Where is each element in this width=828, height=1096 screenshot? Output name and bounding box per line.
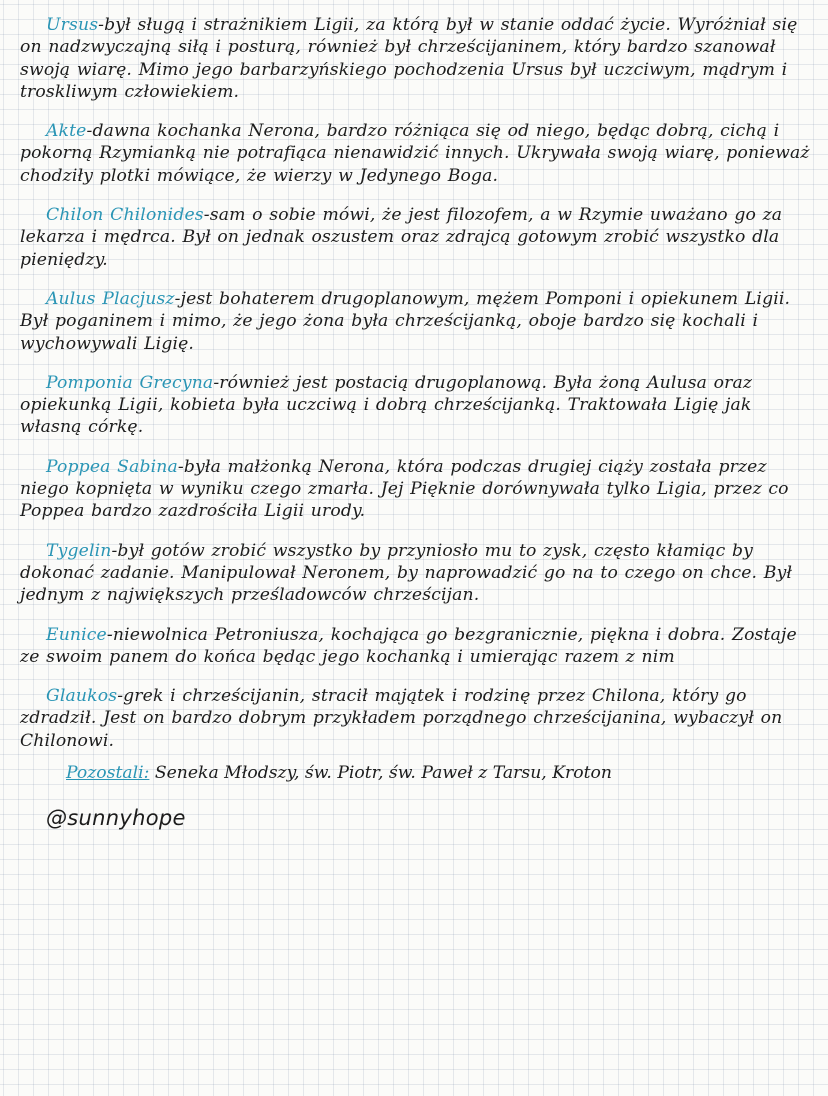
character-description: -jest bohaterem drugoplanowym, mężem Pomponi i opiekunem Ligii. Był poganinem i mimo, że jego żona była chrześcijanką, oboje bardzo się kochali i wychowywali Ligię. xyxy=(20,288,791,354)
character-description: -również jest postacią drugoplanową. Była żoną Aulusa oraz opiekunką Ligii, kobieta była uczciwą i dobrą chrześcijanką. Traktowała Ligię jak własną córkę. xyxy=(20,372,753,438)
other-characters xyxy=(20,762,810,784)
character-entry-eunice xyxy=(20,624,810,669)
character-description: -sam o sobie mówi, że jest filozofem, a w Rzymie uważano go za lekarza i mędrca. Był on jednak oszustem oraz zdrajcą gotowym zrobić wszystko dla pieniędzy. xyxy=(20,205,783,270)
other-characters-list: Seneka Młodszy, św. Piotr, św. Paweł z Tarsu, Kroton xyxy=(154,763,612,784)
character-entry-aulus xyxy=(20,288,810,355)
character-name: Aulus Placjusz xyxy=(46,288,175,309)
character-entry-tygelin xyxy=(20,540,810,607)
character-description: -był sługą i strażnikiem Ligii, za którą był w stanie oddać życie. Wyróżniał się on nadzwyczajną siłą i posturą, również był chrześcijaninem, który bardzo szanował swoją wiarę. Mimo jego barbarzyńskiego pochodzenia Ursus był uczciwym, mądrym i troskliwym człowiekiem. xyxy=(20,15,798,102)
character-description: -był gotów zrobić wszystko by przyniosło mu to zysk, często kłamiąc by dokonać zadanie. Manipulował Neronem, by naprowadzić go na to czego on chce. Był jednym z największych prześladowców chrześcijan. xyxy=(20,540,793,606)
character-entry-poppea xyxy=(20,456,810,523)
character-name: Chilon Chilonides xyxy=(46,205,204,226)
character-entry-chilon xyxy=(20,204,810,271)
character-description: -była małżonką Nerona, która podczas drugiej ciąży została przez niego kopnięta w wyniku czego zmarła. Jej Pięknie dorównywała tylko Ligia, przez co Poppea bardzo zazdrościła Ligii urody. xyxy=(20,456,789,522)
other-characters-label: Pozostali: xyxy=(66,763,150,784)
character-description: -grek i chrześcijanin, stracił majątek i rodzinę przez Chilona, który go zdradził. Jest on bardzo dobrym przykładem porządnego chrześcijanina, wybaczył on Chilonowi. xyxy=(20,686,783,751)
character-name: Glaukos xyxy=(46,686,118,707)
character-entry-akte xyxy=(20,120,810,187)
character-name: Ursus xyxy=(46,15,99,35)
author-signature: @sunnyhope xyxy=(46,806,186,831)
character-entry-ursus xyxy=(20,14,810,103)
character-name: Akte xyxy=(46,121,87,142)
character-name: Tygelin xyxy=(46,540,112,561)
character-name: Pomponia Grecyna xyxy=(46,372,214,393)
character-description: -niewolnica Petroniusza, kochająca go bezgranicznie, piękna i dobra. Zostaje ze swoim panem do końca będąc jego kochanką i umierając razem z nim xyxy=(20,624,797,667)
character-entry-pomponia xyxy=(20,372,810,439)
character-entry-glaukos xyxy=(20,685,810,752)
character-name: Poppea Sabina xyxy=(46,456,178,477)
character-description: -dawna kochanka Nerona, bardzo różniąca się od niego, będąc dobrą, cichą i pokorną Rzymianką nie potrafiąca nienawidzić innych. Ukrywała swoją wiarę, ponieważ chodziły plotki mówiące, że wierzy w Jedynego Boga. xyxy=(20,121,810,186)
character-name: Eunice xyxy=(46,624,107,645)
